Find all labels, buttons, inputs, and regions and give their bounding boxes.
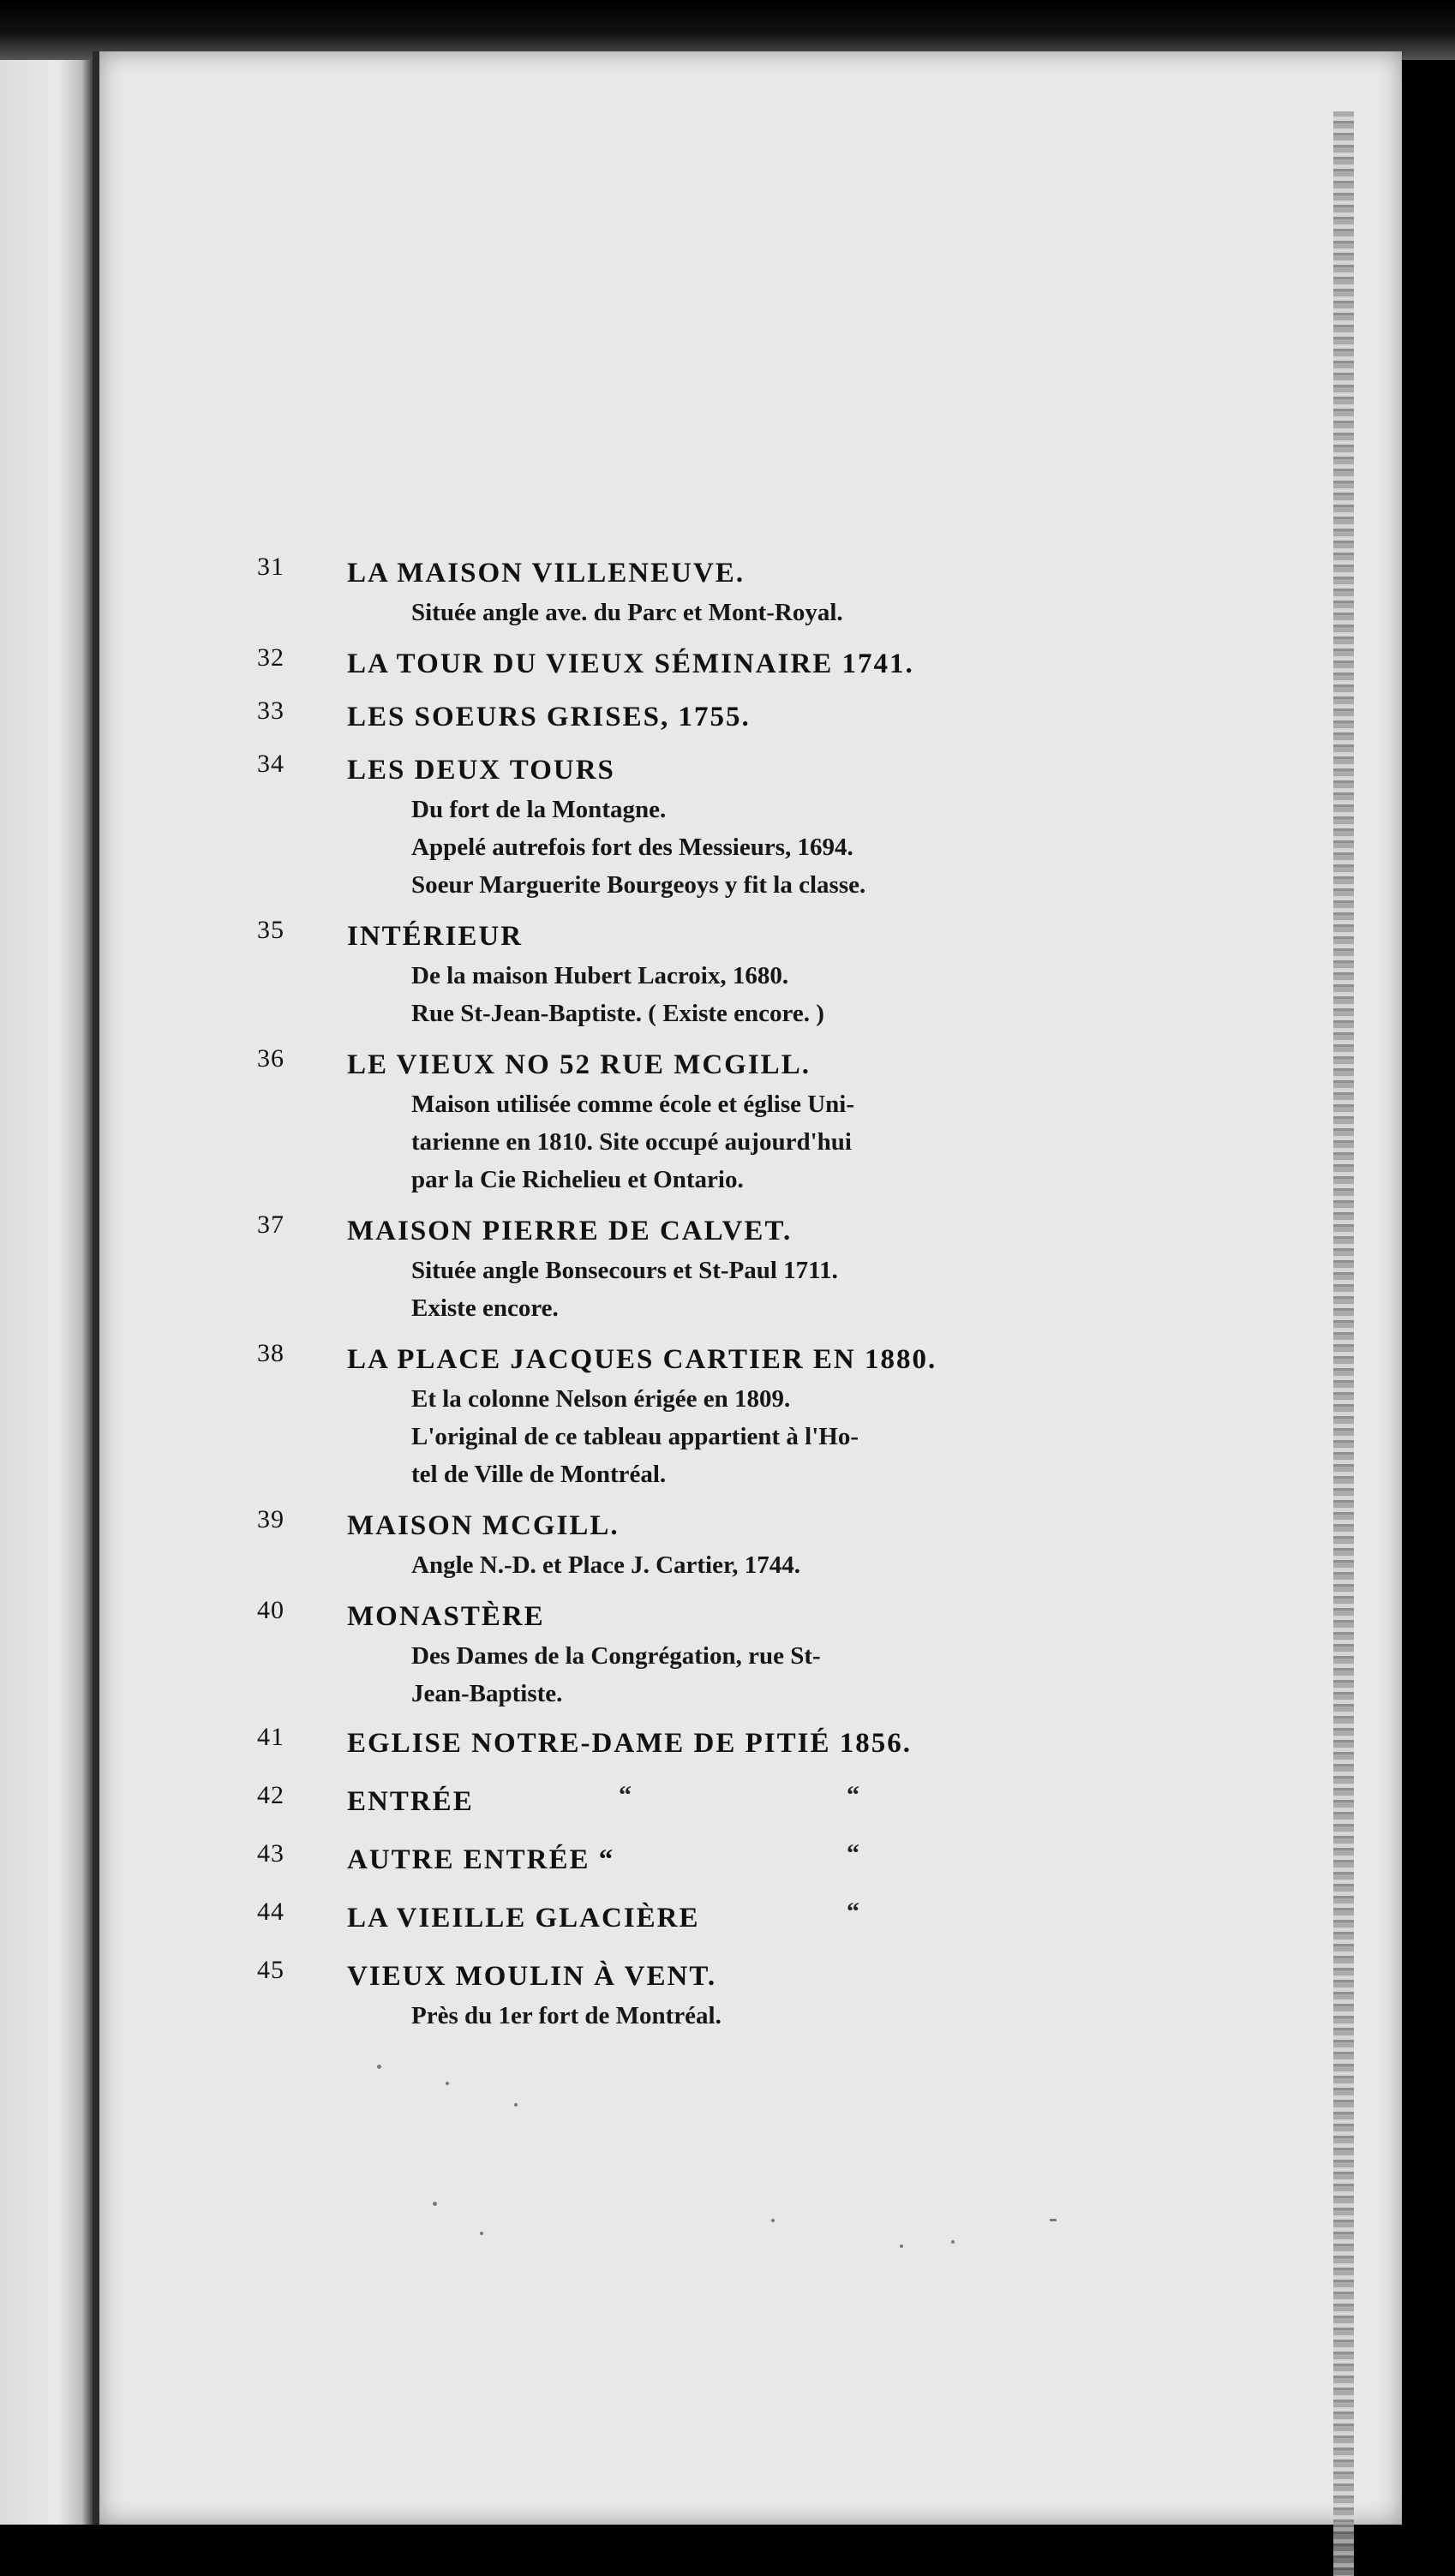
entry-description-line: Rue St-Jean-Baptiste. ( Existe encore. ) — [411, 1000, 824, 1027]
entry-37 — [257, 1210, 1045, 1327]
scan-speck — [1050, 2219, 1057, 2221]
entry-description-line: De la maison Hubert Lacroix, 1680. — [411, 962, 789, 989]
entry-title: LA PLACE JACQUES CARTIER EN 1880. — [347, 1344, 937, 1375]
entry-number: 44 — [257, 1898, 284, 1926]
entry-34 — [257, 750, 1045, 904]
scan-speck — [951, 2240, 955, 2244]
entry-title: AUTRE ENTRÉE “ — [347, 1844, 615, 1875]
entry-40 — [257, 1596, 1045, 1712]
scan-speck — [433, 2202, 437, 2206]
entry-description-line: Située angle ave. du Parc et Mont-Royal. — [411, 599, 843, 626]
entry-title: MONASTÈRE — [347, 1601, 545, 1632]
entry-number: 35 — [257, 916, 284, 944]
scan-speck — [377, 2065, 381, 2069]
entry-title: VIEUX MOULIN À VENT. — [347, 1961, 717, 1992]
ditto-mark: “ — [847, 1781, 859, 1809]
entry-number: 41 — [257, 1723, 284, 1751]
scan-left-margin — [0, 0, 96, 2525]
entry-number: 37 — [257, 1210, 284, 1239]
entry-description-line: Située angle Bonsecours et St-Paul 1711. — [411, 1257, 838, 1284]
entry-title: MAISON MCGILL. — [347, 1510, 620, 1541]
entry-number: 40 — [257, 1596, 284, 1624]
entry-title: LES DEUX TOURS — [347, 755, 615, 786]
entry-description-line: tarienne en 1810. Site occupé aujourd'hui — [411, 1128, 852, 1156]
entry-title: LA MAISON VILLENEUVE. — [347, 558, 745, 589]
entry-description-line: Du fort de la Montagne. — [411, 796, 667, 823]
scan-speck — [480, 2232, 483, 2235]
entry-description-line: Angle N.-D. et Place J. Cartier, 1744. — [411, 1551, 800, 1579]
entry-number: 42 — [257, 1781, 284, 1809]
entry-number: 33 — [257, 696, 284, 725]
entry-38 — [257, 1339, 1045, 1493]
entry-35 — [257, 916, 1045, 1032]
scan-speck — [900, 2244, 903, 2248]
entry-44 — [257, 1898, 1045, 1939]
entry-number: 43 — [257, 1839, 284, 1868]
entry-number: 31 — [257, 553, 284, 581]
entry-number: 45 — [257, 1956, 284, 1984]
entry-number: 34 — [257, 750, 284, 778]
entry-title: ENTRÉE — [347, 1786, 474, 1817]
entry-31 — [257, 553, 1045, 631]
entry-41 — [257, 1723, 1045, 1764]
entry-description-line: L'original de ce tableau appartient à l'Ho- — [411, 1423, 859, 1450]
entry-title: INTÉRIEUR — [347, 921, 524, 952]
entry-32 — [257, 643, 1045, 684]
entry-description-line: tel de Ville de Montréal. — [411, 1461, 667, 1488]
page-edge-shadow — [1333, 111, 1354, 2576]
entry-description-line: Des Dames de la Congrégation, rue St- — [411, 1642, 821, 1670]
entry-description-line: Maison utilisée comme école et église Uni- — [411, 1091, 855, 1118]
scan-speck — [446, 2082, 449, 2085]
entry-description-line: Près du 1er fort de Montréal. — [411, 2002, 722, 2029]
entry-number: 32 — [257, 643, 284, 672]
entry-title: EGLISE NOTRE-DAME DE PITIÉ 1856. — [347, 1728, 913, 1759]
entry-36 — [257, 1044, 1045, 1198]
entry-description-line: Soeur Marguerite Bourgeoys y fit la classe. — [411, 871, 866, 899]
entry-33 — [257, 696, 1045, 738]
entry-number: 36 — [257, 1044, 284, 1073]
ditto-mark: “ — [847, 1839, 859, 1868]
entry-description-line: Existe encore. — [411, 1294, 559, 1322]
entry-description-line: Appelé autrefois fort des Messieurs, 1694. — [411, 834, 853, 861]
entry-number: 39 — [257, 1505, 284, 1533]
entry-45 — [257, 1956, 1045, 2035]
entry-description-line: par la Cie Richelieu et Ontario. — [411, 1166, 744, 1193]
entry-title: LE VIEUX NO 52 RUE MCGILL. — [347, 1049, 811, 1080]
entry-description-line: Jean-Baptiste. — [411, 1680, 563, 1707]
scan-speck — [514, 2103, 518, 2107]
entry-description-line: Et la colonne Nelson érigée en 1809. — [411, 1385, 791, 1413]
ditto-mark: “ — [619, 1781, 632, 1809]
entry-title: LES SOEURS GRISES, 1755. — [347, 702, 751, 732]
ditto-mark: “ — [847, 1898, 859, 1926]
entry-43 — [257, 1839, 1045, 1880]
entry-title: LA VIEILLE GLACIÈRE — [347, 1903, 700, 1933]
entry-number: 38 — [257, 1339, 284, 1367]
entry-39 — [257, 1505, 1045, 1584]
entry-title: MAISON PIERRE DE CALVET. — [347, 1216, 793, 1246]
entry-list — [257, 553, 1045, 2035]
entry-42 — [257, 1781, 1045, 1822]
entry-title: LA TOUR DU VIEUX SÉMINAIRE 1741. — [347, 648, 914, 679]
scan-speck — [771, 2219, 775, 2222]
